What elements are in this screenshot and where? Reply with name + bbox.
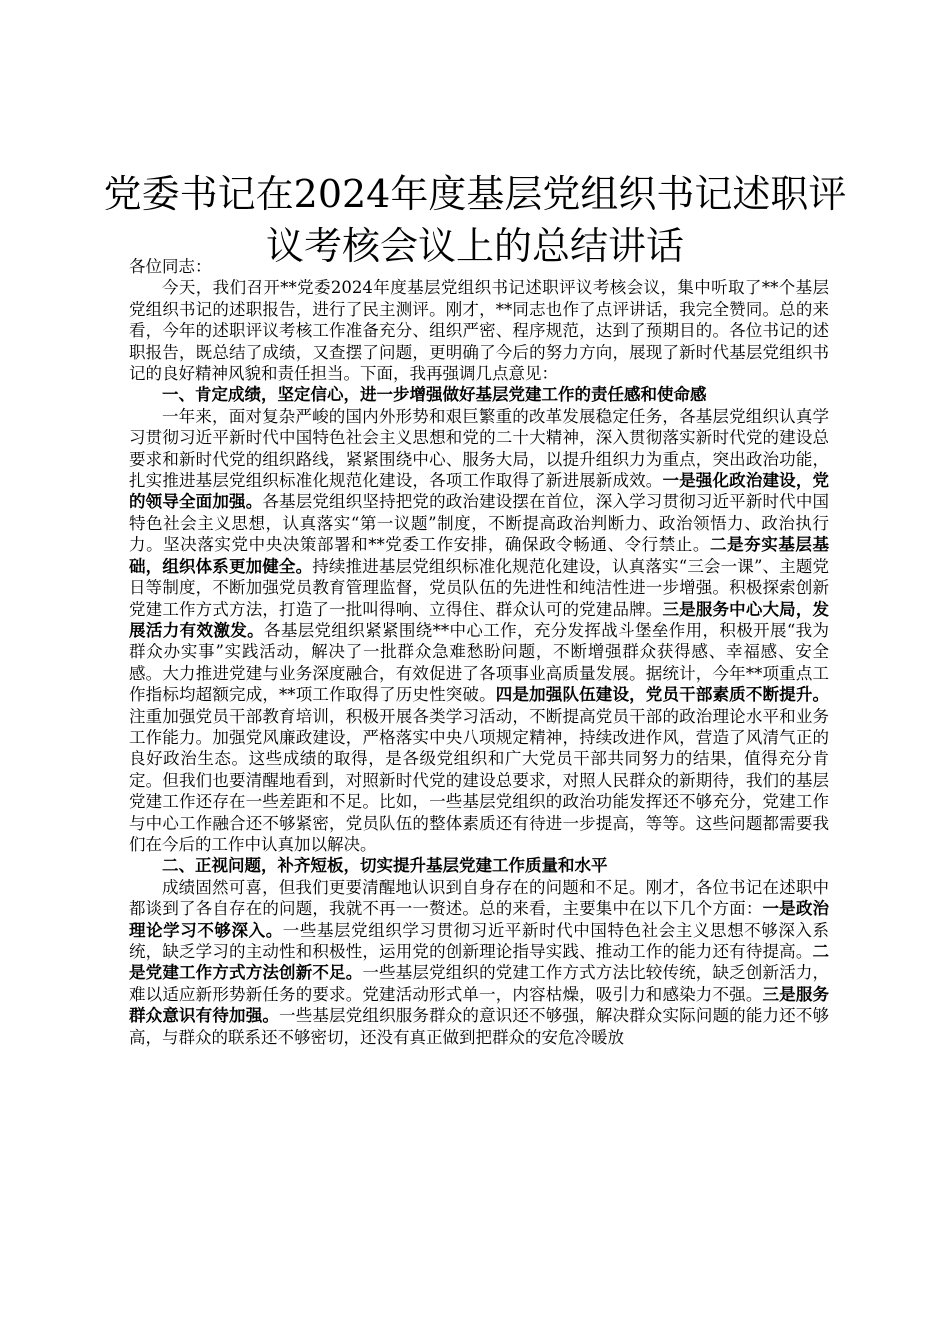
section-2-text-3: 一些基层党组织的党建工作方式方法比较传统，缺乏创新活力，难以适应新形势新任务的要求。党建活动形式单一，内容枯燥，吸引力和感染力不强。 xyxy=(129,963,830,1004)
section-2-point-3: 三是服务群众意识有待加强。 xyxy=(129,984,830,1026)
section-2-text-2: 一些基层党组织学习贯彻习近平新时代中国特色社会主义思想不够深入系统，缺乏学习的主动性和积极性，运用党的创新理论指导实践、推动工作的能力还有待提高。 xyxy=(129,920,830,961)
section-1-heading: 一、肯定成绩，坚定信心，进一步增强做好基层党建工作的责任感和使命感 xyxy=(162,385,707,405)
section-1-point-3: 三是服务中心大局，发展活力有效激发。 xyxy=(129,599,830,640)
salutation: 各位同志： xyxy=(129,257,212,276)
document-body xyxy=(129,256,829,1048)
section-1-paragraph xyxy=(129,406,829,856)
section-1-text-2: 各基层党组织坚持把党的政治建设摆在首位，深入学习贯彻习近平新时代中国特色社会主义思想，认真落实“第一议题”制度，不断提高政治判断力、政治领悟力、政治执行力。坚决落实党中央决策部署和**党委工作安排，确保政令畅通、令行禁止。 xyxy=(129,492,830,555)
title-line-1: 党委书记在2024年度基层党组织书记述职评 xyxy=(103,172,847,216)
section-1-text-3: 持续推进基层党组织标准化规范化建设，认真落实“三会一课”、主题党日等制度，不断加强党员教育管理监督，党员队伍的先进性和纯洁性进一步增强。积极探索创新党建工作方式方法，打造了一批叫得响、立得住、群众认可的党建品牌。 xyxy=(129,556,830,619)
section-2-point-1: 一是政治理论学习不够深入。 xyxy=(129,899,830,940)
section-2-heading: 二、正视问题，补齐短板，切实提升基层党建工作质量和水平 xyxy=(162,856,608,876)
section-1-text-4: 各基层党组织紧紧围绕**中心工作，充分发挥战斗堡垒作用，积极开展“我为群众办实事”实践活动，解决了一批群众急难愁盼问题，不断增强群众获得感、幸福感、安全感。大力推进党建与业务深度融合，有效促进了各项事业高质量发展。据统计，今年**项重点工作指标均超额完成，**项工作取得了历史性突破。 xyxy=(129,620,830,705)
section-1-point-4: 四是加强队伍建设，党员干部素质不断提升。 xyxy=(495,685,830,705)
section-1-point-2: 二是夯实基层基础，组织体系更加健全。 xyxy=(129,535,830,576)
section-1-text-5: 注重加强党员干部教育培训，积极开展各类学习活动，不断提高党员干部的政治理论水平和业务工作能力。加强党风廉政建设，严格落实中央八项规定精神，持续改进作风，营造了风清气正的良好政治生态。这些成绩的取得，是各级党组织和广大党员干部共同努力的结果，值得充分肯定。但我们也要清醒地看到，对照新时代党的建设总要求，对照人民群众的新期待，我们的基层党建工作还存在一些差距和不足。比如，一些基层党组织的政治功能发挥还不够充分，党建工作与中心工作融合还不够紧密，党员队伍的整体素质还有待进一步提高，等等。这些问题都需要我们在今后的工作中认真加以解决。 xyxy=(129,706,829,854)
section-2-text-1: 成绩固然可喜，但我们更要清醒地认识到自身存在的问题和不足。刚才，各位书记在述职中都谈到了各自存在的问题，我就不再一一赘述。总的来看，主要集中在以下几个方面： xyxy=(129,877,829,919)
title-line-2: 议考核会议上的总结讲话 xyxy=(265,224,684,268)
section-2-paragraph xyxy=(129,877,829,1048)
section-2-point-2: 二是党建工作方式方法创新不足。 xyxy=(129,942,829,983)
section-2-text-4: 一些基层党组织服务群众的意识还不够强，解决群众实际问题的能力还不够高，与群众的联系还不够密切，还没有真正做到把群众的安危冷暖放 xyxy=(129,1006,830,1047)
section-1-point-1: 一是强化政治建设，党的领导全面加强。 xyxy=(129,471,830,512)
intro-paragraph: 今天，我们召开**党委2024年度基层党组织书记述职评议考核会议，集中听取了**个基层党组织书记的述职报告，进行了民主测评。刚才，**同志也作了点评讲话，我完全赞同。总的来看，今年的述职评议考核工作准备充分、组织严密、程序规范，达到了预期目的。各位书记的述职报告，既总结了成绩，又查摆了问题，更明确了今后的努力方向，展现了新时代基层党组织书记的良好精神风貌和责任担当。下面，我再强调几点意见： xyxy=(129,278,829,384)
section-1-text-1: 一年来，面对复杂严峻的国内外形势和艰巨繁重的改革发展稳定任务，各基层党组织认真学习贯彻习近平新时代中国特色社会主义思想和党的二十大精神，深入贯彻落实新时代党的建设总要求和新时代党的组织路线，紧紧围绕中心、服务大局，以提升组织力为重点，突出政治功能，扎实推进基层党组织标准化规范化建设，各项工作取得了新进展新成效。 xyxy=(129,406,829,491)
